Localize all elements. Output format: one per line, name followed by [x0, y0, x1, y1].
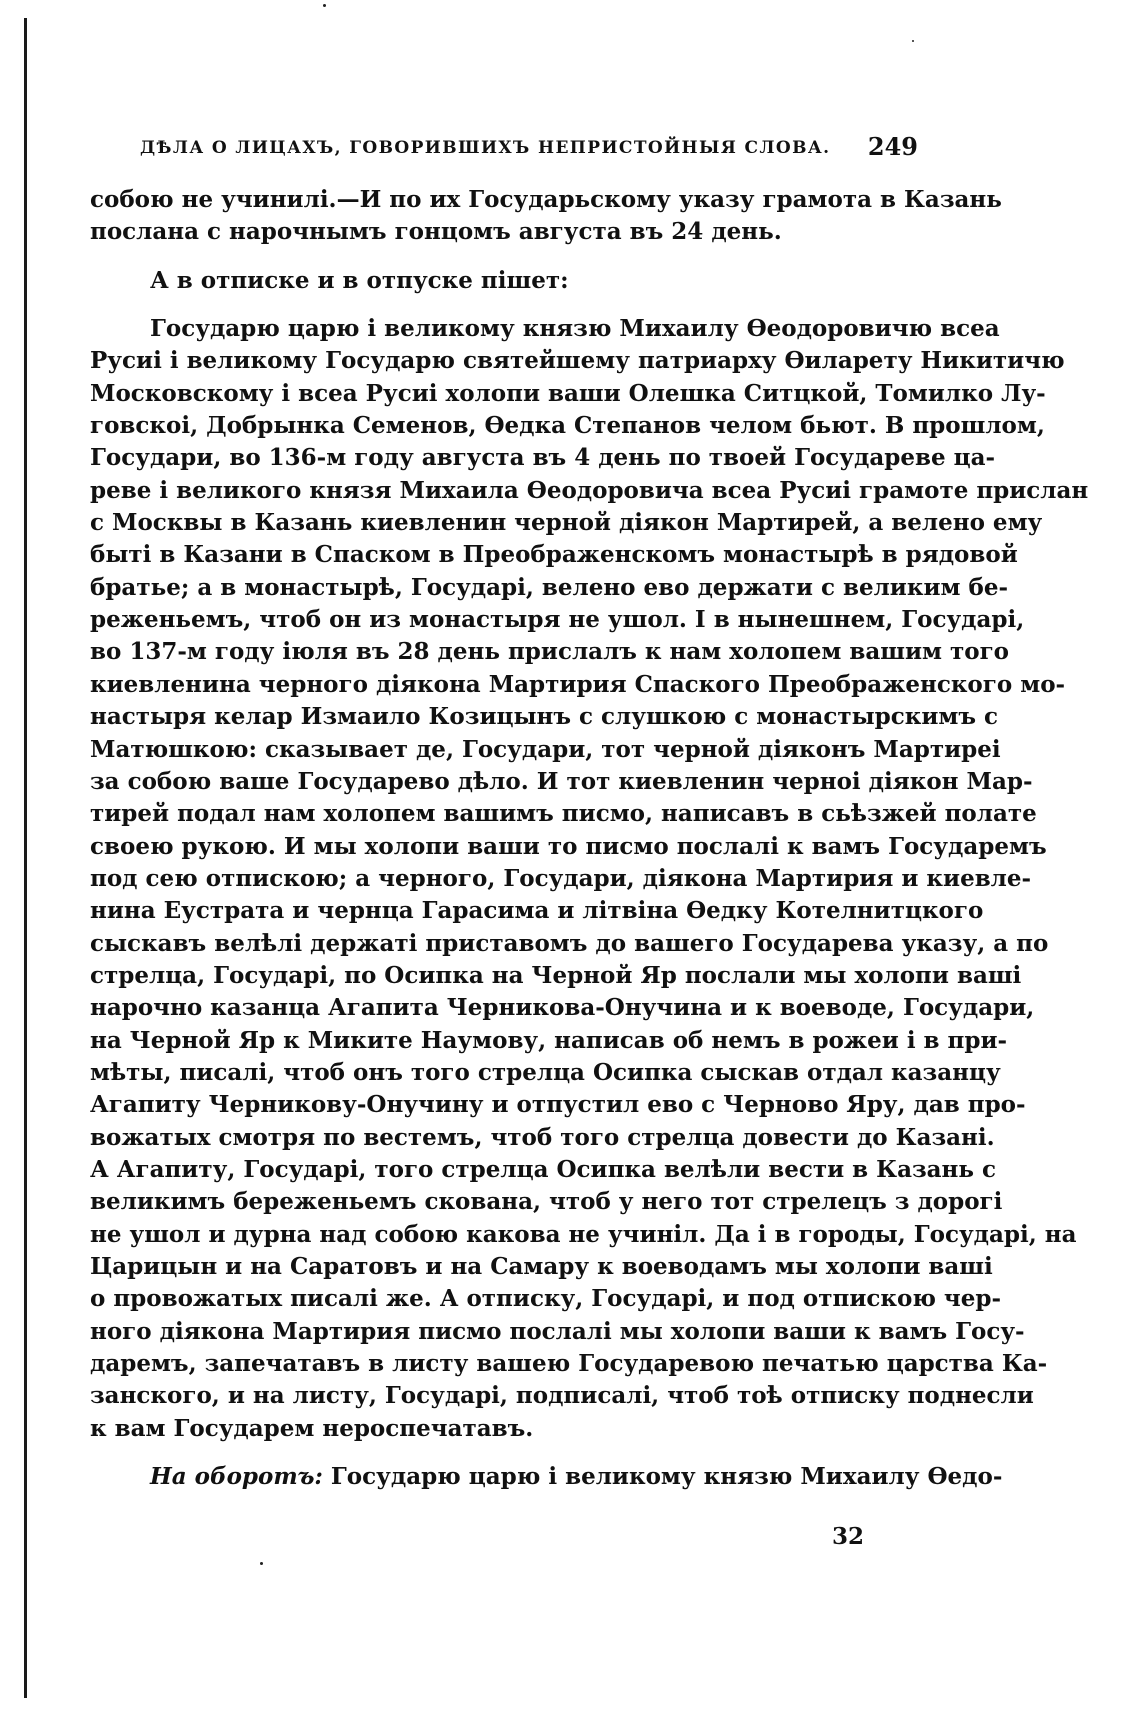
text-line: Государю царю і великому князю Михаилу Ѳеодоровичю всеа — [150, 315, 1000, 343]
signature-mark: 32 — [832, 1523, 865, 1550]
text-line: сыскавъ велѣлі держаті приставомъ до вашего Государева указу, а по — [90, 929, 1049, 957]
body-text — [90, 184, 1089, 1493]
text-line: с Москвы в Казань киевленин черной діякон Мартирей, а велено ему — [90, 509, 1043, 537]
text-line: Агапиту Черникову-Онучину и отпустил ево с Черново Яру, дав про- — [90, 1091, 1026, 1119]
text-line: не ушол и дурна над собою какова не учинiл. Да і в городы, Государі, на — [90, 1220, 1077, 1248]
reverse-side-label: На оборотъ: — [150, 1463, 323, 1491]
text-line: А Агапиту, Государі, того стрелца Осипка велѣли вести в Казань с — [90, 1155, 997, 1183]
final-line-text: Государю царю і великому князю Михаилу Ѳедо- — [330, 1463, 1003, 1491]
text-line: ного діякона Мартирия писмо послалі мы холопи ваши к вамъ Госу- — [90, 1317, 1025, 1345]
page-header — [90, 132, 930, 166]
text-line: во 137-м году іюля въ 28 день прислалъ к нам холопем вашим того — [90, 638, 1010, 666]
text-line: реве і великого князя Михаила Ѳеодоровича всеа Русиі грамоте прислан — [90, 476, 1089, 504]
print-speck — [323, 4, 326, 7]
text-line: мѣты, писалі, чтоб онъ того стрелца Осипка сыскав отдал казанцу — [90, 1058, 1001, 1086]
final-line — [90, 1461, 1003, 1493]
text-line: своею рукою. И мы холопи ваши то писмо послалі к вамъ Государемъ — [90, 832, 1047, 860]
text-line: Царицын и на Саратовъ и на Самару к воеводамъ мы холопи вашi — [90, 1253, 993, 1280]
text-line: даремъ, запечатавъ в листу вашею Государевою печатью царства Ка- — [90, 1350, 1048, 1378]
text-line: быті в Казани в Спаском в Преображенскомъ монастырѣ в рядовой — [90, 541, 1018, 569]
text-line: братье; а в монастырѣ, Государі, велено ево держати с великим бе- — [90, 573, 1009, 601]
print-speck — [260, 1562, 263, 1565]
text-line: нарочно казанца Агапита Черникова-Онучина и к воеводе, Государи, — [90, 994, 1035, 1022]
page-number: 249 — [867, 132, 918, 161]
text-line: Матюшкою: сказывает де, Государи, тот черной діяконъ Мартиреі — [90, 735, 1001, 763]
text-line: собою не учинилі.—И по их Государьскому указу грамота в Казань — [90, 186, 1002, 213]
text-line: киевленина черного діякона Мартирия Спаского Преображенского мо- — [90, 670, 1066, 698]
text-line: стрелца, Государі, по Осипка на Черной Яр послали мы холопи вашi — [90, 961, 1022, 989]
text-line: тирей подал нам холопем вашимъ писмо, написавъ в сьѣзжей полате — [90, 800, 1037, 828]
text-line: великимъ береженьемъ скована, чтоб у него тот стрелецъ з дорогі — [90, 1188, 1003, 1216]
text-line: послана с нарочнымъ гонцомъ августа въ 24 день. — [90, 218, 782, 246]
text-line: вожатых смотря по вестемъ, чтоб того стрелца довести до Казані. — [90, 1123, 995, 1151]
text-line: занского, и на листу, Государі, подписалі, чтоб тоѣ отписку поднесли — [90, 1382, 1034, 1410]
text-line: под сею отпискою; а черного, Государи, діякона Мартирия и киевле- — [90, 864, 1032, 892]
text-line: Московскому і всеа Русиі холопи ваши Олешка Ситцкой, Томилко Лу- — [90, 379, 1046, 407]
text-line: на Черной Яр к Миките Наумову, написав об немъ в рожеи і в при- — [90, 1026, 1008, 1054]
text-line: Государи, во 136-м году августа въ 4 день по твоей Государеве ца- — [90, 444, 996, 472]
text-line: о провожатых писалі же. А отписку, Государі, и под отпискою чер- — [90, 1285, 1002, 1313]
text-line: за собою ваше Государево дѣло. И тот киевленин черноі діякон Мар- — [90, 767, 1033, 795]
running-head: ДѢЛА О ЛИЦАХЪ, ГОВОРИВШИХЪ НЕПРИСТОЙНЫЯ СЛОВА. — [140, 138, 831, 158]
text-line: А в отписке и в отпуске пішет: — [150, 266, 569, 294]
print-speck — [912, 40, 914, 42]
text-line: Русиі і великому Государю святейшему патриарху Ѳиларету Никитичю — [90, 347, 1065, 375]
text-line: к вам Государем нероспечатавъ. — [90, 1414, 534, 1442]
text-line: настыря келар Измаило Козицынъ с слушкою с монастырскимъ с — [90, 703, 999, 731]
text-line: реженьемъ, чтоб он из монастыря не ушол. І в нынешнем, Государі, — [90, 606, 1025, 634]
page-binding-edge — [24, 18, 27, 1698]
text-line: говскоі, Добрынка Семенов, Ѳедка Степанов челом бьют. В прошлом, — [90, 412, 1045, 440]
text-line: нина Еустрата и чернца Гарасима и літвіна Ѳедку Котелнитцкого — [90, 897, 984, 925]
